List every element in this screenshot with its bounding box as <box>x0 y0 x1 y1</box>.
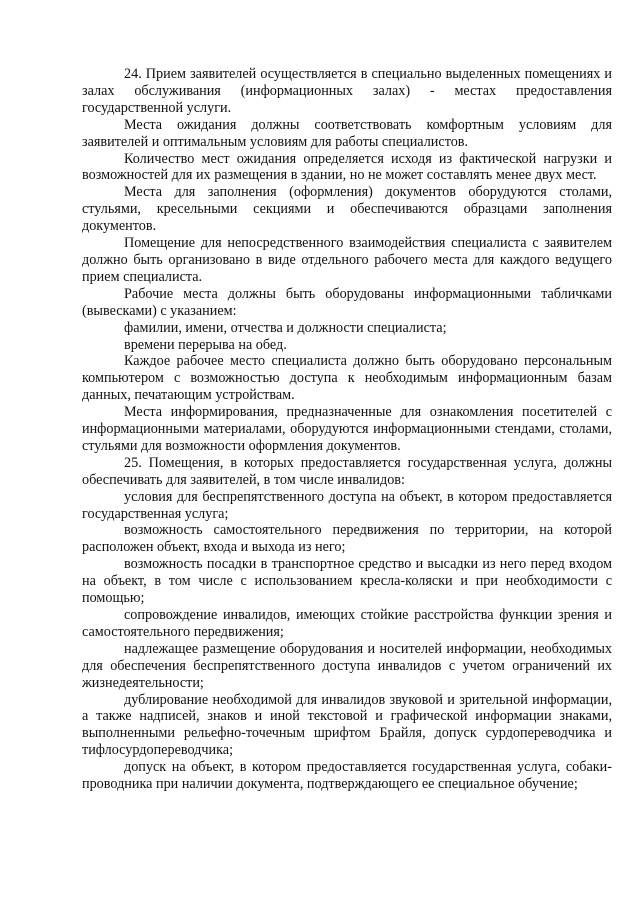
paragraph-form-filling-places: Места для заполнения (оформления) документов оборудуются столами, стульями, кресельными секциями и обеспечиваются образцами заполнения документов. <box>82 184 612 235</box>
document-body <box>82 66 612 793</box>
paragraph-information-places: Места информирования, предназначенные для ознакомления посетителей с информационными материалами, оборудуются информационными стендами, столами, стульями для возможности оформления документов. <box>82 404 612 454</box>
paragraph-25-intro: 25. Помещения, в которых предоставляется государственная услуга, должны обеспечивать для заявителей, в том числе инвалидов: <box>82 454 612 488</box>
paragraph-waiting-count: Количество мест ожидания определяется исходя из фактической нагрузки и возможностей для их размещения в здании, но не может составлять менее двух мест. <box>82 150 612 184</box>
list-item-escort: сопровождение инвалидов, имеющих стойкие расстройства функции зрения и самостоятельного передвижения; <box>82 607 612 640</box>
list-item-access-conditions: условия для беспрепятственного доступа на объект, в котором предоставляется государственная услуга; <box>82 488 612 522</box>
paragraph-workplace-computer: Каждое рабочее место специалиста должно быть оборудовано персональным компьютером с возможностью доступа к необходимым информационным базам данных, печатающим устройствам. <box>82 353 612 404</box>
list-item-independent-movement: возможность самостоятельного передвижения по территории, на которой расположен объект, входа и выхода из него; <box>82 522 612 556</box>
list-item-specialist-name: фамилии, имени, отчества и должности специалиста; <box>124 319 447 336</box>
paragraph-interaction-room: Помещение для непосредственного взаимодействия специалиста с заявителем должно быть организовано в виде отдельного рабочего места для каждого ведущего прием специалиста. <box>82 235 612 285</box>
list-item-lunch-break: времени перерыва на обед. <box>124 336 287 353</box>
list-item-equipment-placement: надлежащее размещение оборудования и носителей информации, необходимых для обеспечения беспрепятственного доступа инвалидов с учетом ограничений их жизнедеятельности; <box>82 640 612 691</box>
paragraph-24-intro: 24. Прием заявителей осуществляется в специально выделенных помещениях и залах обслуживания (информационных залах) - местах предоставления государственной услуги. <box>82 66 612 116</box>
list-item-transport-boarding: возможность посадки в транспортное средство и высадки из него перед входом на объект, в том числе с использованием кресла-коляски и при необходимости с помощью; <box>82 556 612 607</box>
list-item-information-duplication: дублирование необходимой для инвалидов звуковой и зрительной информации, а также надписей, знаков и иной текстовой и графической информации знаками, выполненными рельефно-точечным шрифтом Брайля, допуск сурдопереводчика и тифлосурдопереводчика; <box>82 691 612 759</box>
list-item-guide-dog: допуск на объект, в котором предоставляется государственная услуга, собаки-проводника при наличии документа, подтверждающего ее специальное обучение; <box>82 759 612 793</box>
paragraph-workplace-signs: Рабочие места должны быть оборудованы информационными табличками (вывесками) с указанием: <box>82 285 612 319</box>
paragraph-waiting-places: Места ожидания должны соответствовать комфортным условиям для заявителей и оптимальным условиям для работы специалистов. <box>82 116 612 150</box>
